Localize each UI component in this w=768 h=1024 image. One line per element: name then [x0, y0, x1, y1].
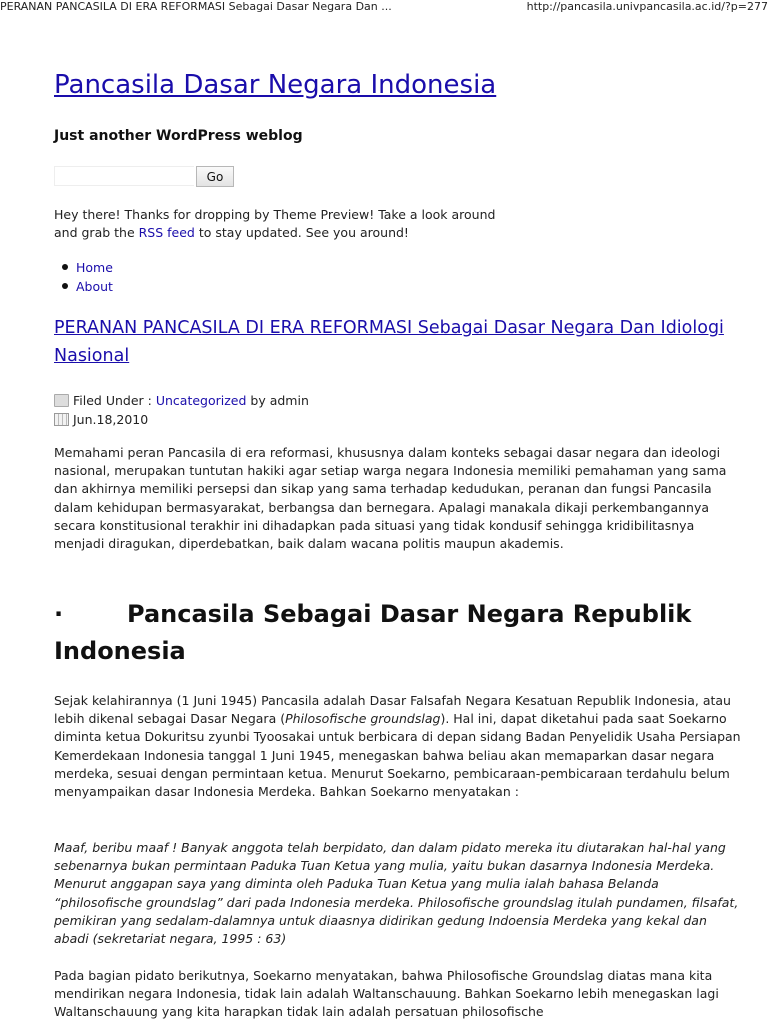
section-heading — [54, 596, 744, 670]
intro-text-after: to stay updated. See you around! — [194, 225, 409, 240]
browser-page-title: PERANAN PANCASILA DI ERA REFORMASI Sebagai Dasar Negara Dan ... — [0, 0, 392, 13]
category-link[interactable]: Uncategorized — [155, 393, 247, 408]
post-paragraph-1: Memahami peran Pancasila di era reformasi, khususnya dalam konteks sebagai dasar negara dan ideologi nasional, merupakan tuntutan hakiki agar setiap warga negara Indonesia memiliki pemahaman yang sama dan akhirnya memiliki persepsi dan sikap yang sama terhadap kedudukan, peranan dan fungsi Pancasila dalam kehidupan bermasyarakat, berbangsa dan bernegara. Apalagi manakala dikaji perkembangannya secara konstitusional terakhir ini dihadapkan pada situasi yang tidak kondusif sehingga kridibilitasnya menjadi diragukan, diperdebatkan, baik dalam wacana politis maupun akademis. — [54, 445, 727, 552]
section-heading-text: Pancasila Sebagai Dasar Negara Republik Indonesia — [54, 600, 692, 665]
rss-feed-link[interactable]: RSS feed — [138, 225, 195, 240]
nav-link-home[interactable]: Home — [76, 260, 113, 275]
soekarno-quote: Maaf, beribu maaf ! Banyak anggota telah berpidato, dan dalam pidato mereka itu diutarakan hal-hal yang sebenarnya bukan permintaan Paduka Tuan Ketua yang mulia, yaitu bukan dasarnya Indonesia Merdeka. Menurut anggapan saya yang diminta oleh Paduka Tuan Ketua yang mulia ialah bahasa Belanda “philosofische groundslag” dari pada Indonesia merdeka. Philosofische groundslag itulah pundamen, filsafat, pemikiran yang sedalam-dalamnya untuk diaasnya didirikan gedung Indoensia Merdeka yang kekal dan abadi (sekretariat negara, 1995 : 63) — [54, 840, 739, 947]
filed-under-label: Filed Under : — [73, 393, 152, 408]
post-author: by admin — [250, 393, 309, 408]
paragraph-2-part-a: Sejak kelahirannya (1 Juni 1945) Pancasila adalah Dasar Falsafah Negara Kesatuan Republik Indonesia, atau lebih dikenal sebagai Dasar Negara ( — [54, 693, 731, 727]
intro-text-before: Hey there! Thanks for dropping by Theme Preview! Take a look around and grab the — [54, 207, 496, 240]
nav-item-home — [76, 258, 113, 277]
calendar-icon — [54, 413, 69, 426]
post-date: Jun.18,2010 — [73, 412, 149, 427]
paragraph-2-part-b: ). Hal ini, dapat diketahui pada saat Soekarno diminta ketua Dokuritsu zyunbi Tyoosakai untuk berbicara di depan sidang Badan Penyelidik Usaha Persiapan Kemerdekaan Indonesia tanggal 1 Juni 1945, menegaskan bahwa beliau akan memaparkan dasar negara merdeka, sesuai dengan permintaan ketua. Menurut Soekarno, pembicaraan-pembicaraan terdahulu belum menyampaikan dasar Indonesia Merdeka. Bahkan Soekarno menyatakan : — [54, 711, 741, 800]
post-paragraph-4: Pada bagian pidato berikutnya, Soekarno menyatakan, bahwa Philosofische Groundslag diatas mana kita mendirikan negara Indonesia, tidak lain adalah Waltanschauung. Bahkan Soekarno lebih menegaskan lagi Waltanschauung yang kita harapkan tidak lain adalah persatuan philosofische — [54, 968, 719, 1020]
nav-menu — [76, 258, 113, 296]
search-input[interactable] — [54, 166, 194, 186]
paragraph-2-emphasis: Philosofische groundslag — [285, 711, 441, 727]
post-paragraph-2 — [54, 692, 744, 801]
browser-url: http://pancasila.univpancasila.ac.id/?p=277 — [526, 0, 768, 13]
nav-item-about — [76, 277, 113, 296]
post-title-link[interactable]: PERANAN PANCASILA DI ERA REFORMASI Sebagai Dasar Negara Dan Idiologi Nasional — [54, 318, 724, 366]
post-meta — [54, 391, 309, 429]
site-tagline: Just another WordPress weblog — [54, 128, 303, 144]
folder-icon — [54, 394, 69, 407]
section-bullet: · — [54, 600, 64, 628]
search-go-button[interactable]: Go — [196, 166, 234, 187]
nav-link-about[interactable]: About — [76, 279, 113, 294]
intro-text — [54, 206, 514, 242]
site-title-link[interactable]: Pancasila Dasar Negara Indonesia — [54, 70, 497, 100]
